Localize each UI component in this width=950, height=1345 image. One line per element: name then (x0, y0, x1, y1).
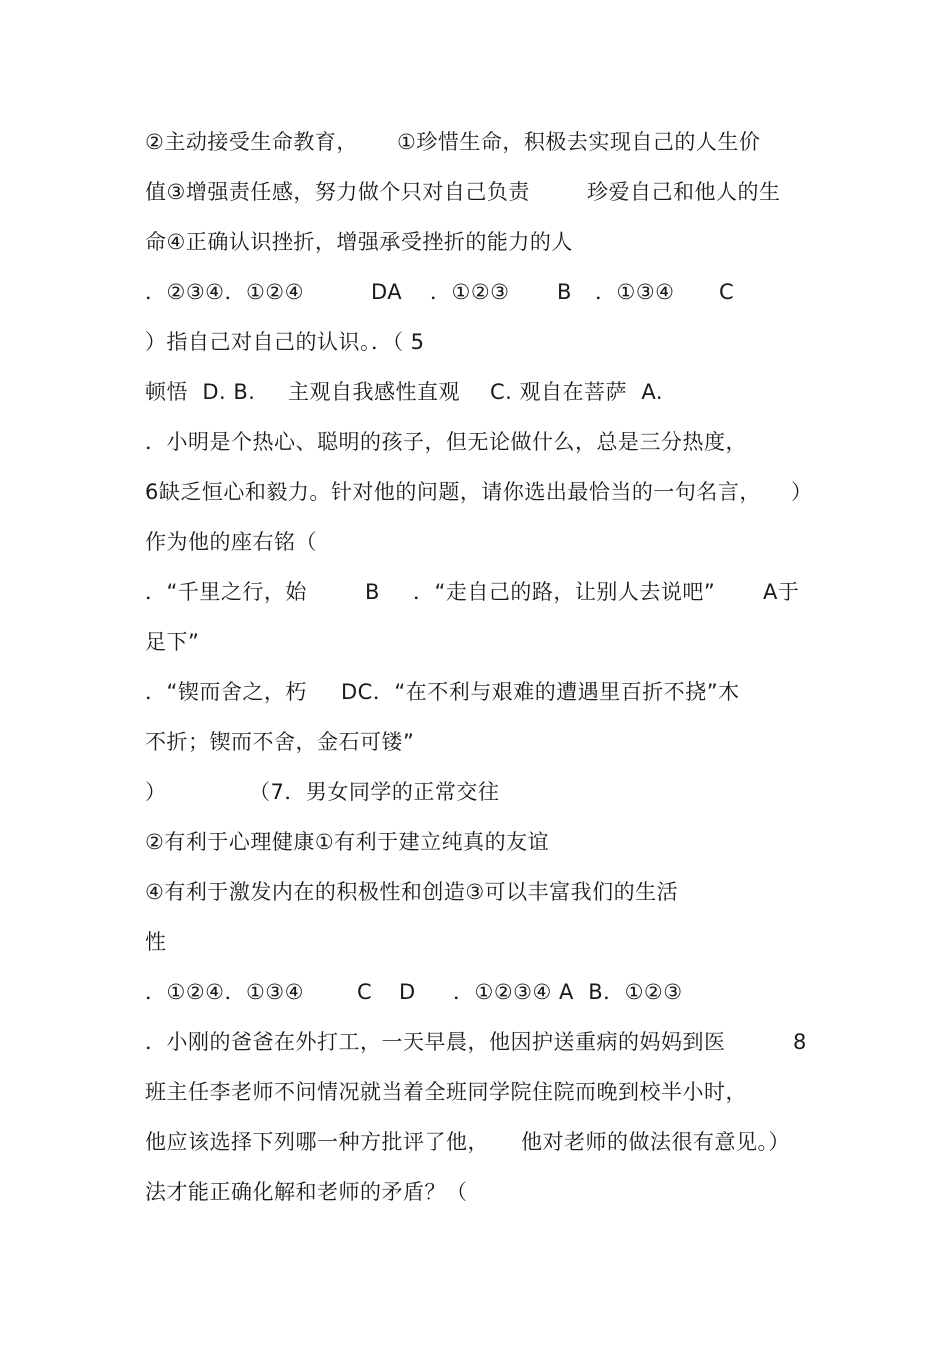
text-segment: ．“千里之行，始 (145, 580, 307, 604)
text-segment: 顿悟 D. B. (145, 380, 256, 404)
text-line (145, 1178, 468, 1262)
text-segment: ） (791, 480, 813, 504)
text-segment: 命④正确认识挫折，增强承受挫折的能力的人 (145, 230, 573, 254)
text-segment: 珍爱自己和他人的生 (587, 180, 781, 204)
text-segment: ．小明是个热心、聪明的孩子，但无论做什么，总是三分热度， (145, 430, 747, 454)
text-segment: ②主动接受生命教育， (145, 130, 358, 154)
text-segment: 法才能正确化解和老师的矛盾？（ (145, 1180, 468, 1204)
text-segment: C (357, 980, 373, 1004)
text-segment: 作为他的座右铭（ (145, 530, 317, 554)
text-segment: ．②③④．①②④ (145, 280, 304, 304)
text-segment: 他应该选择下列哪一种方批评了他， (145, 1130, 489, 1154)
text-segment: ．①②④．①③④ (145, 980, 304, 1004)
text-segment: DA (371, 280, 403, 304)
text-segment: B (365, 580, 380, 604)
text-segment: 6缺乏恒心和毅力。针对他的问题，请你选出最恰当的一句名言， (145, 480, 761, 504)
text-segment: D (399, 980, 416, 1004)
text-segment: ②有利于心理健康①有利于建立纯真的友谊 (145, 830, 550, 854)
text-segment: 足下” (145, 630, 200, 654)
text-segment: ．“锲而舍之，朽 (145, 680, 307, 704)
text-segment: ．①②③ (430, 280, 510, 304)
text-segment: ．①③④ (595, 280, 675, 304)
text-segment: C (719, 280, 735, 304)
text-segment: （7．男女同学的正常交往 (249, 780, 500, 804)
text-segment: ．①②③④ A B．①②③ (453, 980, 683, 1004)
text-segment: ） (145, 780, 167, 804)
text-segment: 不折；锲而不舍，金石可镂” (145, 730, 415, 754)
text-segment: 值③增强责任感，努力做个只对自己负责 (145, 180, 530, 204)
text-segment: 主观自我感性直观 (288, 380, 460, 404)
text-segment: 性 (145, 930, 167, 954)
text-segment: ①珍惜生命，积极去实现自己的人生价 (397, 130, 761, 154)
text-segment: B (557, 280, 572, 304)
text-segment: ．“走自己的路，让别人去说吧” (413, 580, 716, 604)
text-segment: C. 观自在菩萨 A. (490, 380, 664, 404)
text-segment: 班主任李老师不问情况就当着全班同学院住院而晚到校半小时， (145, 1080, 747, 1104)
text-segment: ④有利于激发内在的积极性和创造③可以丰富我们的生活 (145, 880, 679, 904)
text-segment: 他对老师的做法很有意见。） (521, 1130, 790, 1154)
text-segment: ）指自己对自己的认识。．（ 5 (145, 330, 425, 354)
text-segment: A于 (763, 580, 800, 604)
text-segment: 8 (793, 1030, 807, 1054)
text-segment: DC．“在不利与艰难的遭遇里百折不挠”木 (341, 680, 740, 704)
text-segment: ．小刚的爸爸在外打工，一天早晨，他因护送重病的妈妈到医 (145, 1030, 726, 1054)
